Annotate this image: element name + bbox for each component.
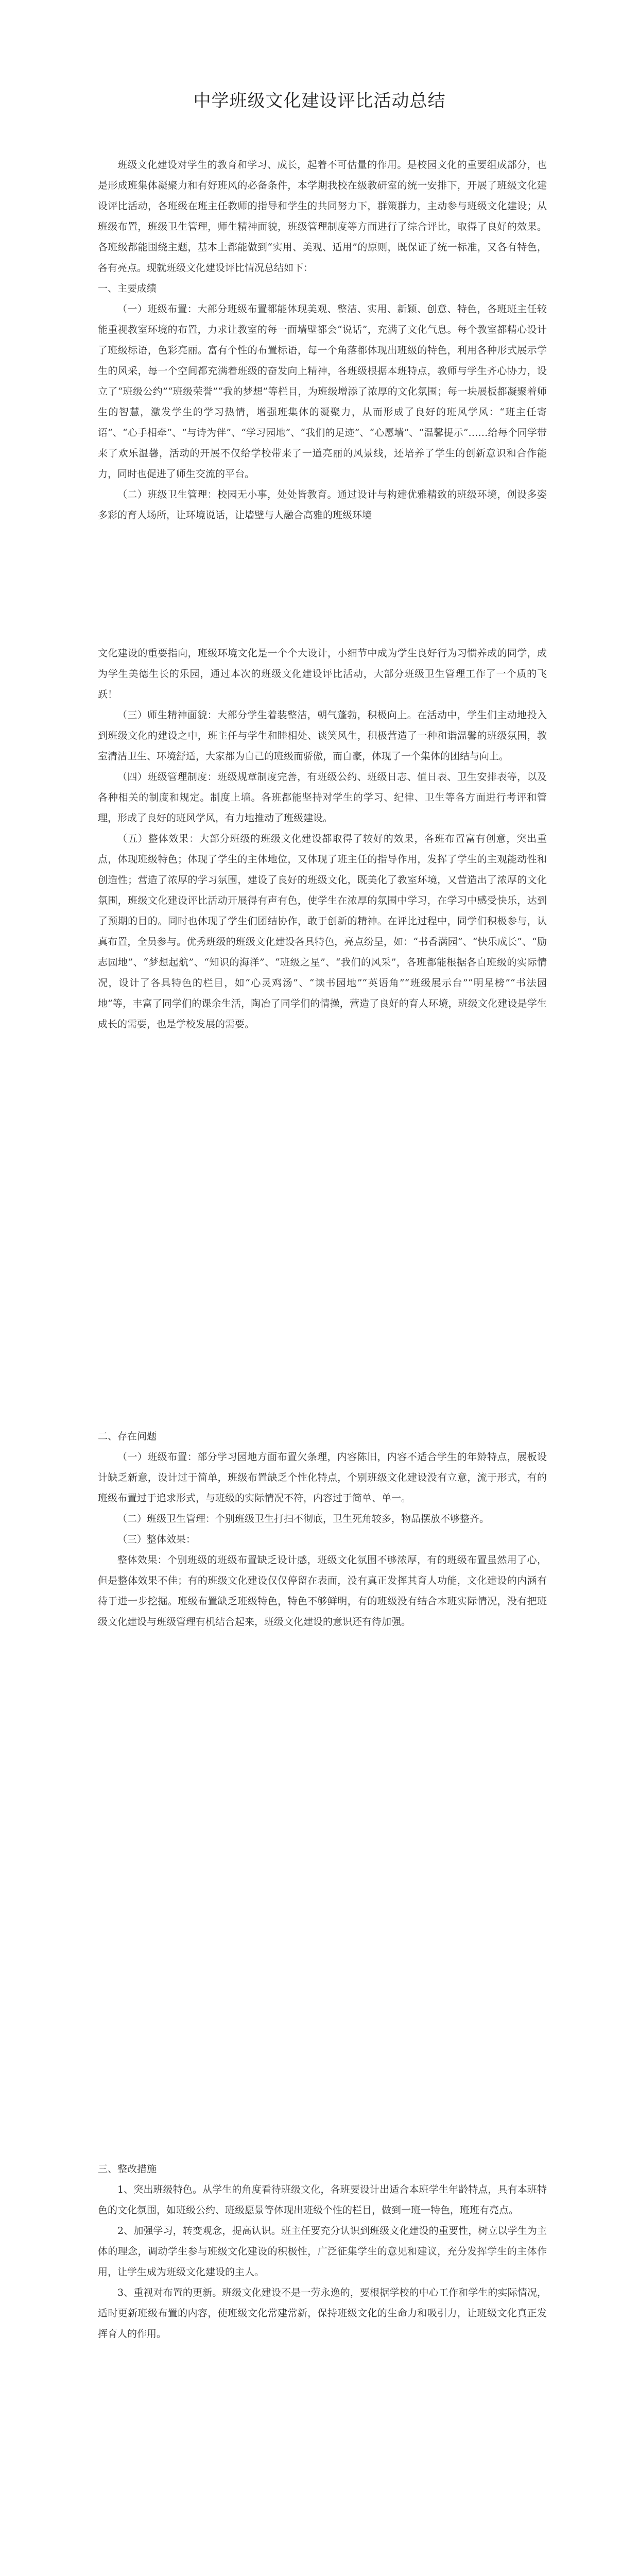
paragraph: （二）班级卫生管理：校园无小事，处处皆教育。通过设计与构建优雅精致的班级环境，创设多姿多彩的育人场所，让环境说话，让墙壁与人融合高雅的班级环境 <box>98 489 547 521</box>
paragraph: （五）整体效果：大部分班级的班级文化建设都取得了较好的效果，各班布置富有创意，突出重点，体现班级特色；体现了学生的主体地位，又体现了班主任的指导作用，发挥了学生的主观能动性和创造性；营造了浓厚的学习氛围，建设了良好的班级文化，既美化了教室环境，又营造出了浓厚的文化氛围，班级文化建设评比活动开展得有声有色，使学生在浓厚的氛围中学习，在学习中感受快乐，达到了预期的目的。同时也体现了学生们团结协作，敢于创新的精神。在评比过程中，同学们积极参与，认真布置，全员参与。优秀班级的班级文化建设各具特色，亮点纷呈，如：“书香满园”、“快乐成长”、“励志园地”、“梦想起航”、“知识的海洋”、“班级之星”、“我们的风采”，各班都能根据各自班级的实际情况，设计了各具特色的栏目，如“心灵鸡汤”、“读书园地”“英语角”“班级展示台”“明星榜”“书法园地”等，丰富了同学们的课余生活，陶冶了同学们的情操，营造了良好的育人环境，班级文化建设是学生成长的需要，也是学校发展的需要。 <box>98 833 547 1030</box>
paragraph: 1、突出班级特色。从学生的角度看待班级文化，各班要设计出适合本班学生年龄特点，具有本班特色的文化氛围，如班级公约、班级愿景等体现出班级个性的栏目，做到一班一特色，班班有亮点。 <box>98 2184 547 2216</box>
paragraph: （一）班级布置：大部分班级布置都能体现美观、整洁、实用、新颖、创意、特色，各班班主任较能重视教室环境的布置，力求让教室的每一面墙壁都会“说话”，充满了文化气息。每个教室都精心设计了班级标语，色彩亮丽。富有个性的布置标语，每一个角落都体现出班级的特色，利用各种形式展示学生的风采，每一个空间都充满着班级的奋发向上精神，各班级根据本班特点，教师与学生齐心协力，设立了“班级公约”“班级荣誉”“我的梦想”等栏目，为班级增添了浓厚的文化氛围；每一块展板都凝聚着师生的智慧，激发学生的学习热情，增强班集体的凝聚力，从而形成了良好的班风学风：“班主任寄语”、“心手相牵”、“与诗为伴”、“学习园地”、“我们的足迹”、“心愿墙”、“温馨提示”……给每个同学带来了欢乐温馨，活动的开展不仅给学校带来了一道亮丽的风景线，还培养了学生的创新意识和合作能力，同时也促进了师生交流的平台。 <box>98 303 547 480</box>
paragraph: 整体效果：个别班级的班级布置缺乏设计感，班级文化氛围不够浓厚，有的班级布置虽然用了心，但是整体效果不佳；有的班级文化建设仅仅停留在表面，没有真正发挥其育人功能，文化建设的内涵有待于进一步挖掘。班级布置缺乏班级特色，特色不够鲜明，有的班级没有结合本班实际情况，没有把班级文化建设与班级管理有机结合起来，班级文化建设的意识还有待加强。 <box>98 1554 547 1628</box>
paragraph: （四）班级管理制度：班级规章制度完善，有班级公约、班级日志、值日表、卫生安排表等，以及各种相关的制度和规定。制度上墙。各班都能坚持对学生的学习、纪律、卫生等各方面进行考评和管理，形成了良好的班风学风，有力地推动了班级建设。 <box>98 771 547 824</box>
section-measures <box>98 2159 547 2344</box>
section-problems <box>98 1426 547 1632</box>
section-heading: 三、整改措施 <box>98 2163 157 2175</box>
paragraph: （二）班级卫生管理：个别班级卫生打扫不彻底，卫生死角较多，物品摆放不够整齐。 <box>117 1513 490 1524</box>
paragraph: 3、重视对布置的更新。班级文化建设不是一劳永逸的，要根据学校的中心工作和学生的实际情况，适时更新班级布置的内容，使班级文化常建常新，保持班级文化的生命力和吸引力，让班级文化真正发挥育人的作用。 <box>98 2287 547 2340</box>
paragraph: 班级文化建设对学生的教育和学习、成长，起着不可估量的作用。是校园文化的重要组成部分，也是形成班集体凝聚力和有好班风的必备条件，本学期我校在级教研室的统一安排下，开展了班级文化建设评比活动，各班级在班主任教师的指导和学生的共同努力下，群策群力，主动参与班级文化建设；从班级布置，班级卫生管理，师生精神面貌，班级管理制度等方面进行了综合评比，取得了良好的效果。各班级都能围绕主题，基本上都能做到“实用、美观、适用”的原则，既保证了统一标准，又各有特色，各有亮点。现就班级文化建设评比情况总结如下： <box>98 159 547 274</box>
document-title: 中学班级文化建设评比活动总结 <box>193 91 446 111</box>
paragraph: 2、加强学习，转变观念，提高认识。班主任要充分认识到班级文化建设的重要性，树立以学生为主体的理念，调动学生参与班级文化建设的积极性，广泛征集学生的意见和建议，充分发挥学生的主体作用，让学生成为班级文化建设的主人。 <box>98 2225 547 2278</box>
paragraph: （三）师生精神面貌：大部分学生着装整洁，朝气蓬勃，积极向上。在活动中，学生们主动地投入到班级文化的建设之中，班主任与学生和睦相处、谈笑风生，积极营造了一种和谐温馨的班级氛围，教室清洁卫生、环境舒适，大家都为自己的班级而骄傲，而自豪，体现了一个集体的团结与向上。 <box>98 709 547 762</box>
paragraph: 文化建设的重要指向，班级环境文化是一个个大设计，小细节中成为学生良好行为习惯养成的同学，成为学生美德生长的乐园，通过本次的班级文化建设评比活动，大部分班级卫生管理工作了一个质的飞跃！ <box>98 648 547 700</box>
paragraph: （三）整体效果： <box>117 1534 196 1545</box>
section-achievements-cont <box>98 643 547 1035</box>
section-intro <box>98 155 547 526</box>
paragraph: （一）班级布置：部分学习园地方面布置欠条理，内容陈旧，内容不适合学生的年龄特点，展板设计缺乏新意，设计过于简单，班级布置缺乏个性化特点，个别班级文化建设没有立意，流于形式，有的班级布置过于追求形式，与班级的实际情况不符，内容过于简单、单一。 <box>98 1451 547 1504</box>
section-heading: 一、主要成绩 <box>98 283 157 294</box>
section-heading: 二、存在问题 <box>98 1431 157 1442</box>
